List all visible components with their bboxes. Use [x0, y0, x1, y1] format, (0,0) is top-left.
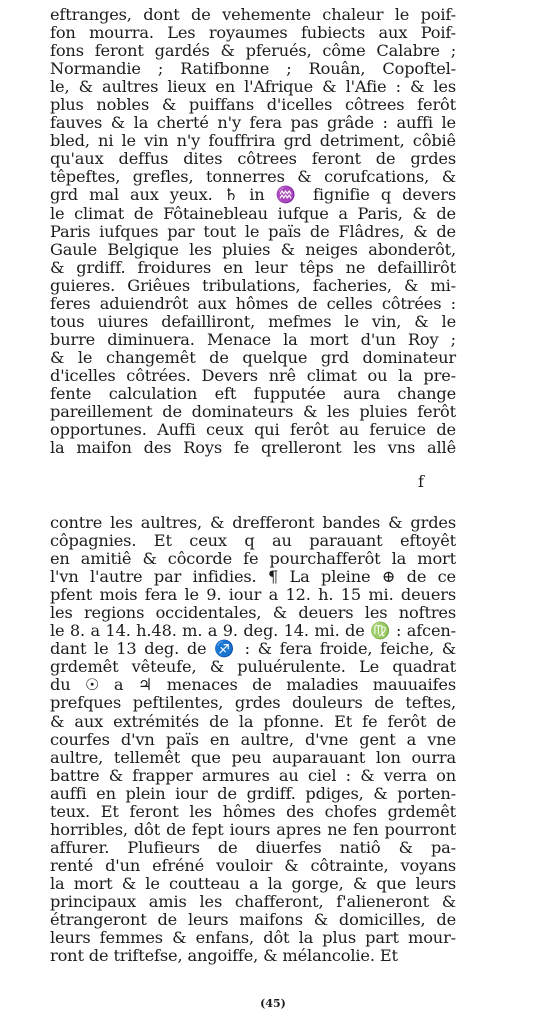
text-line: étrangeront de leurs maifons & domicilles, de [50, 910, 456, 930]
text-line: eftranges, dont de vehemente chaleur le poif- [50, 5, 456, 24]
text-line: Paris iufques par tout le païs de Flâdres, & de [50, 221, 456, 241]
text-line: les regions occidentales, & deuers les noftres [50, 603, 456, 623]
text-line: battre & frapper armures au ciel : & verra on [50, 765, 456, 785]
text-line: tous uiures defailliront, mefmes le vin, & le [50, 311, 456, 331]
text-line: plus nobles & puiffans d'icelles côtrees ferôt [50, 95, 456, 115]
lower-text-block [50, 514, 456, 965]
signature-mark: f [418, 472, 424, 491]
upper-text-block [50, 6, 456, 457]
text-line: fente calculation eft fupputée aura change [50, 383, 456, 403]
page-number: (45) [260, 997, 286, 1010]
text-line: la maifon des Roys fe qrelleront les vns allê [50, 438, 456, 458]
text-line: & grdiff. froidures en leur têps ne defaillirôt [50, 257, 456, 277]
text-line: d'icelles côtrées. Devers nrê climat ou la pre- [50, 365, 456, 385]
text-line: en amitiê & côcorde fe pourchafferôt la mort [50, 549, 456, 569]
text-line: guieres. Griêues tribulations, facheries, & mi- [50, 275, 456, 295]
text-line: contre les aultres, & drefferont bandes & grdes [50, 513, 456, 532]
text-line: le climat de Fôtainebleau iufque a Paris, & de [50, 203, 456, 223]
text-line: prefques peftilentes, grdes douleurs de teftes, [50, 693, 456, 713]
text-line: dant le 13 deg. de ♐ : & fera froide, feiche, & [50, 639, 456, 659]
text-line: burre diminuera. Menace la mort d'un Roy ; [50, 329, 456, 349]
text-line: du ☉ a ♃ menaces de maladies mauuaifes [50, 675, 456, 695]
text-line: Normandie ; Ratifbonne ; Rouân, Copoftel- [50, 59, 456, 79]
text-line: & aux extrémités de la pfonne. Et fe ferôt de [50, 711, 456, 731]
text-line: fons feront gardés & pferués, côme Calabre ; [50, 41, 456, 61]
text-line: côpagnies. Et ceux q au parauant eftoyêt [50, 531, 456, 551]
text-line: Gaule Belgique les pluies & neiges abonderôt, [50, 239, 456, 259]
text-line: ront de triftefse, angoiffe, & mélancolie. Et [50, 946, 398, 966]
text-line: bled, ni le vin n'y fouffrira grd detriment, côbiê [50, 131, 456, 151]
text-line: le, & aultres lieux en l'Afrique & l'Afie : & les [50, 77, 456, 97]
text-line: le 8. a 14. h.48. m. a 9. deg. 14. mi. de ♍ : afcen- [50, 621, 456, 641]
text-line: têpeftes, grefles, tonnerres & corufcations, & [50, 167, 456, 187]
text-line: teux. Et feront les hômes des chofes grdemêt [50, 801, 456, 821]
text-line: auffi en plein iour de grdiff. pdiges, & porten- [50, 783, 456, 803]
text-line: grdemêt vêteufe, & puluérulente. Le quadrat [50, 657, 456, 677]
text-line: courfes d'vn païs en aultre, d'vne gent a vne [50, 729, 456, 749]
text-line: principaux amis les chafferont, f'alieneront & [50, 891, 456, 911]
text-line: la mort & le coutteau a la gorge, & que leurs [50, 873, 456, 893]
text-line: horribles, dôt de fept iours apres ne fen pourront [50, 819, 456, 839]
text-line: feres aduiendrôt aux hômes de celles côtrées : [50, 293, 456, 313]
text-line: renté d'un efréné vouloir & côtrainte, voyans [50, 855, 456, 875]
text-line: leurs femmes & enfans, dôt la plus part mour- [50, 928, 456, 948]
text-line: fon mourra. Les royaumes fubiects aux Poif- [50, 23, 456, 43]
text-line: affurer. Plufieurs de diuerfes natiô & pa- [50, 837, 456, 857]
text-line: pfent mois fera le 9. iour a 12. h. 15 mi. deuers [50, 585, 456, 605]
text-line: l'vn l'autre par infidies. ¶ La pleine ⊕ de ce [50, 567, 456, 587]
text-line: grd mal aux yeux. ♄ in ♒ fignifie q devers [50, 185, 456, 205]
text-line: aultre, tellemêt que peu auparauant lon ourra [50, 747, 456, 767]
text-line: qu'aux deffus dites côtrees feront de grdes [50, 149, 456, 169]
text-line: opportunes. Auffi ceux qui ferôt au feruice de [50, 420, 456, 440]
text-line: pareillement de dominateurs & les pluies ferôt [50, 402, 456, 422]
text-line: fauves & la cherté n'y fera pas grâde : auffi le [50, 113, 456, 133]
text-line: & le changemêt de quelque grd dominateur [50, 347, 456, 367]
